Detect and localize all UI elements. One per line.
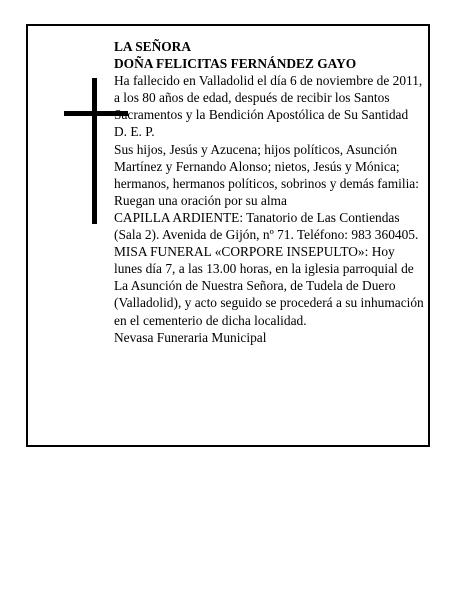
cross-vertical-bar: [92, 78, 97, 224]
death-announcement: Ha fallecido en Valladolid el día 6 de noviembre de 2011, a los 80 años de edad, después de recibir los Santos Sacramentos y la Bendición Apostólica de Su Santidad: [114, 73, 423, 123]
deceased-name: DOÑA FELICITAS FERNÁNDEZ GAYO: [114, 56, 357, 72]
obituary-text: [114, 38, 424, 346]
prayer-request: Ruegan una oración por su alma: [114, 192, 287, 208]
funeral-mass-details: MISA FUNERAL «CORPORE INSEPULTO»: Hoy lunes día 7, a las 13.00 horas, en la iglesia parroquial de La Asunción de Nuestra Señora, de Tudela de Duero (Valladolid), y acto seguido se procederá a su inhumación en el cementerio de dicha localidad.: [114, 244, 424, 328]
rip-line: D. E. P.: [114, 124, 155, 140]
funeral-home: Nevasa Funeraria Municipal: [114, 329, 267, 345]
family-list: Sus hijos, Jesús y Azucena; hijos políticos, Asunción Martínez y Fernando Alonso; nietos, Jesús y Mónica; hermanos, hermanos políticos, sobrinos y demás familia:: [114, 141, 419, 191]
notice-title: LA SEÑORA: [114, 39, 192, 54]
wake-details: CAPILLA ARDIENTE: Tanatorio de Las Contiendas (Sala 2). Avenida de Gijón, nº 71. Teléfono: 983 360405.: [114, 209, 419, 243]
